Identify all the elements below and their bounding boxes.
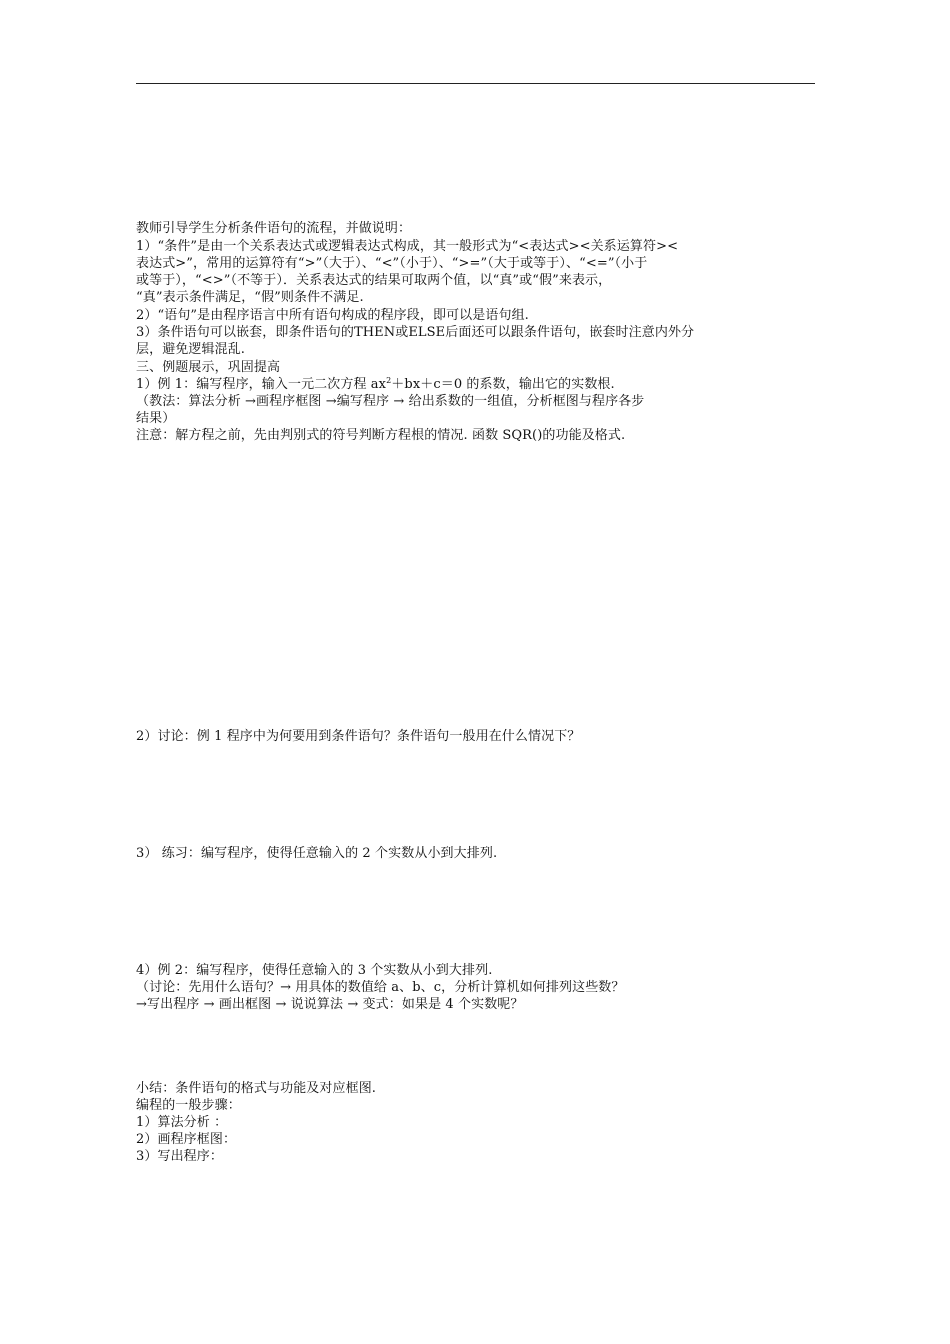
intro-line: 教师引导学生分析条件语句的流程，并做说明： [136, 221, 412, 236]
teaching-method-line-2: 结果） [136, 411, 176, 426]
header-divider [136, 83, 815, 84]
step-3: 3）写出程序： [136, 1149, 223, 1164]
example2-line-3: →写出程序 → 画出框图 → 说说算法 → 变式：如果是 4 个实数呢？ [136, 997, 524, 1012]
note-line: 注意：解方程之前，先由判别式的符号判断方程根的情况. 函数 SQR()的功能及格式. [136, 428, 626, 443]
example2-line-2: （讨论：先用什么语句？→ 用具体的数值给 a、b、c，分析计算机如何排列这些数？ [136, 980, 625, 995]
example1-suffix: ＋bx＋c＝0 的系数，输出它的实数根. [391, 377, 615, 392]
teaching-method-line-1: （教法：算法分析 →画程序框图 →编写程序 → 给出系数的一组值，分析框图与程序各步 [136, 394, 645, 409]
example1-superscript: 2 [386, 376, 392, 385]
statement-explanation-line: 2）“语句”是由程序语言中所有语句构成的程序段，即可以是语句组. [136, 308, 529, 323]
section-heading-examples: 三、例题展示，巩固提高 [136, 360, 281, 375]
step-2: 2）画程序框图： [136, 1132, 237, 1147]
exercise-line: 3） 练习：编写程序，使得任意输入的 2 个实数从小到大排列. [136, 846, 498, 861]
step-1: 1）算法分析 ： [136, 1115, 228, 1130]
condition-explanation-line-4: “真”表示条件满足，“假”则条件不满足. [136, 290, 364, 305]
condition-explanation-line-1: 1）“条件”是由一个关系表达式或逻辑表达式构成，其一般形式为“<表达式><关系运算符>< [136, 239, 679, 254]
nesting-explanation-line-2: 层，避免逻辑混乱. [136, 342, 246, 357]
example1-line [136, 377, 615, 393]
condition-explanation-line-3: 或等于），“<>”（不等于）．关系表达式的结果可取两个值，以“真”或“假”来表示， [136, 273, 612, 288]
example2-line-1: 4）例 2：编写程序，使得任意输入的 3 个实数从小到大排列. [136, 963, 493, 978]
condition-explanation-line-2: 表达式>”，常用的运算符有“>”（大于）、“<”（小于）、“>=”（大于或等于）、“<=”（小于 [136, 256, 648, 271]
nesting-explanation-line-1: 3）条件语句可以嵌套，即条件语句的THEN或ELSE后面还可以跟条件语句，嵌套时注意内外分 [136, 325, 695, 340]
steps-heading: 编程的一般步骤： [136, 1098, 241, 1113]
summary-line: 小结：条件语句的格式与功能及对应框图. [136, 1081, 377, 1096]
example1-prefix: 1）例 1：编写程序，输入一元二次方程 ax [136, 377, 387, 392]
discussion-line: 2）讨论：例 1 程序中为何要用到条件语句？条件语句一般用在什么情况下？ [136, 729, 581, 744]
